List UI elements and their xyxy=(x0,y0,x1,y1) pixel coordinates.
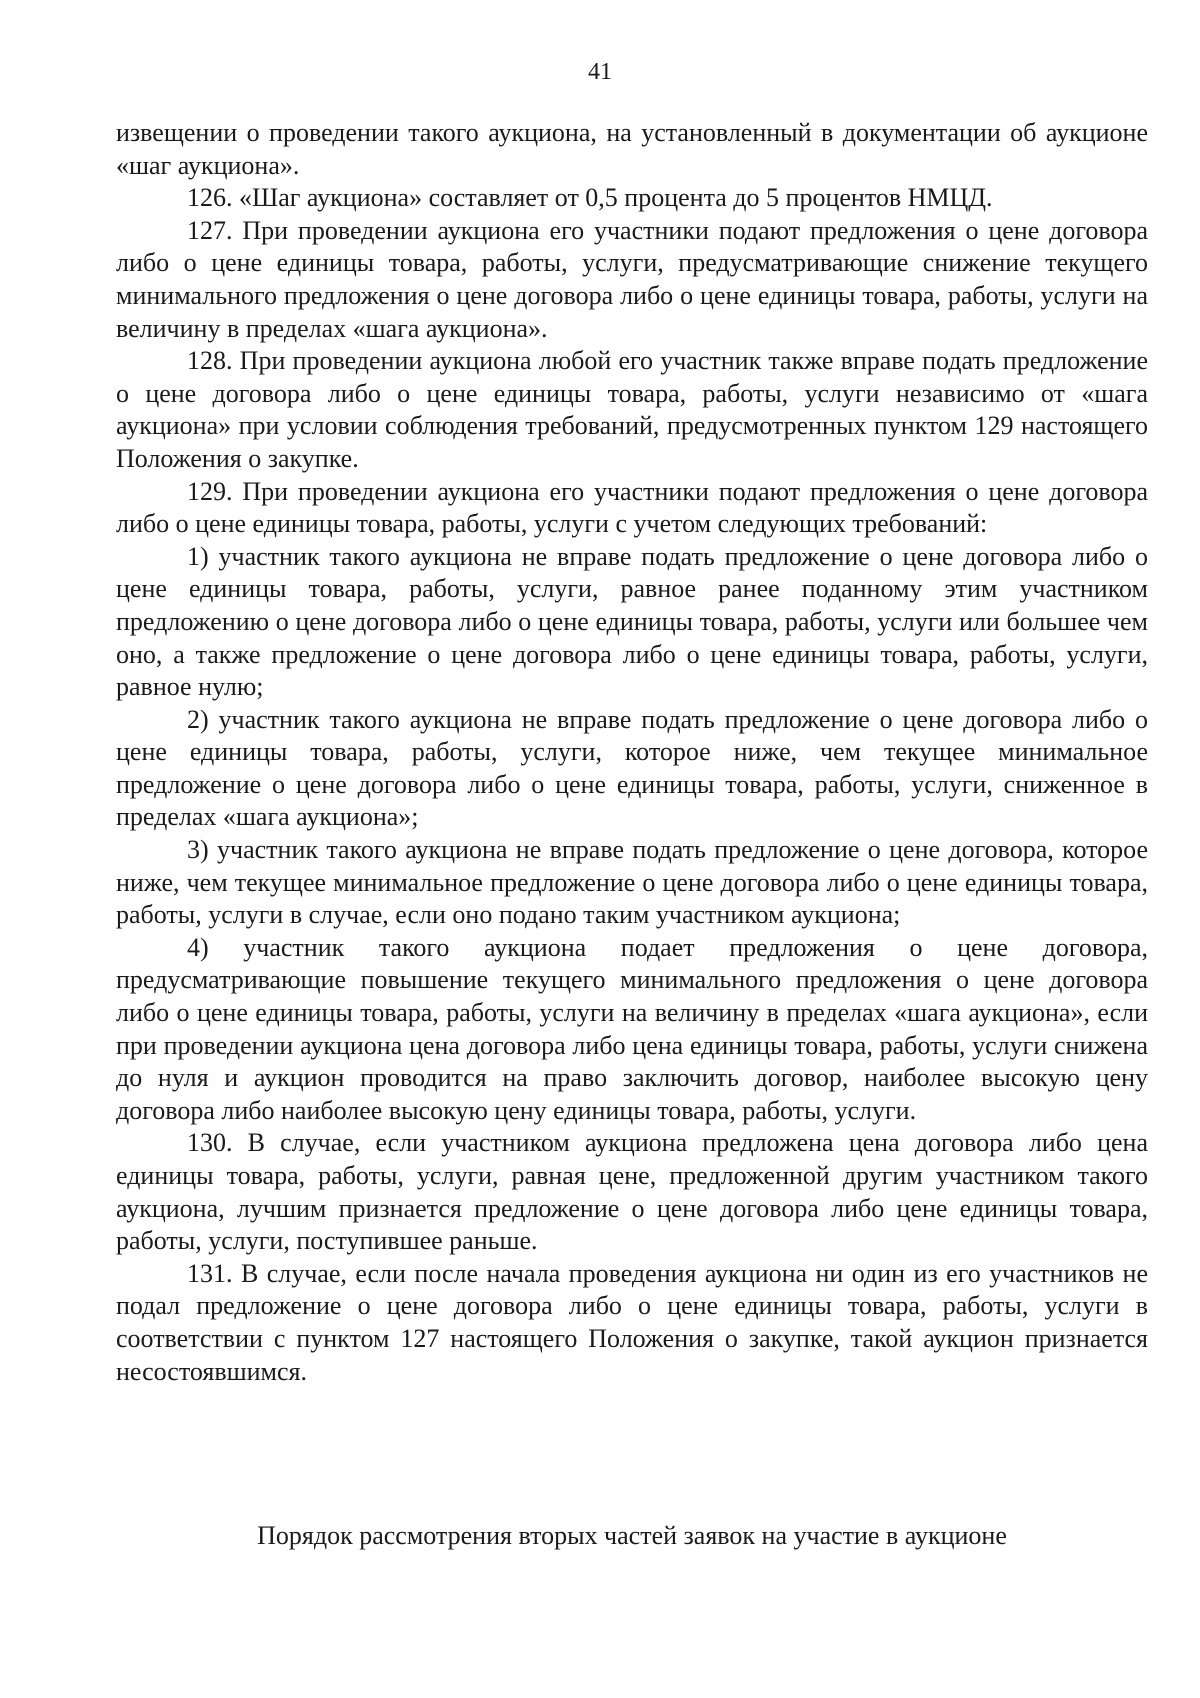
paragraph-130: 130. В случае, если участником аукциона предложена цена договора либо цена единицы товара, работы, услуги, равная цене, предложенной другим участником такого аукциона, лучшим признается предложение о цене договора либо цене единицы товара, работы, услуги, поступившее раньше. xyxy=(116,1128,1148,1256)
paragraph-129-item-1: 1) участник такого аукциона не вправе подать предложение о цене договора либо о цене единицы товара, работы, услуги, равное ранее поданному этим участником предложению о цене договора либо о цене единицы товара, работы, услуги или большее чем оно, а также предложение о цене договора либо о цене единицы товара, работы, услуги, равное нулю; xyxy=(116,541,1148,702)
section-heading: Порядок рассмотрения вторых частей заявок на участие в аукционе xyxy=(257,1521,1007,1550)
document-body xyxy=(116,117,1148,1388)
paragraph-128: 128. При проведении аукциона любой его участник также вправе подать предложение о цене договора либо о цене единицы товара, работы, услуги независимо от «шага аукциона» при условии соблюдения требований, предусмотренных пунктом 129 настоящего Положения о закупке. xyxy=(116,346,1148,473)
paragraph-131: 131. В случае, если после начала проведения аукциона ни один из его участников не подал предложение о цене договора либо о цене единицы товара, работы, услуги в соответствии с пунктом 127 настоящего Положения о закупке, такой аукцион признается несостоявшимся. xyxy=(116,1258,1148,1386)
paragraph-129-item-4: 4) участник такого аукциона подает предложения о цене договора, предусматривающие повышение текущего минимального предложения о цене договора либо о цене единицы товара, работы, услуги на величину в пределах «шага аукциона», если при проведении аукциона цена договора либо цена единицы товара, работы, услуги снижена до нуля и аукцион проводится на право заключить договор, наиболее высокую цену договора либо наиболее высокую цену единицы товара, работы, услуги. xyxy=(116,932,1148,1125)
paragraph-129-item-2: 2) участник такого аукциона не вправе подать предложение о цене договора либо о цене единицы товара, работы, услуги, которое ниже, чем текущее минимальное предложение о цене договора либо о цене единицы товара, работы, услуги, сниженное в пределах «шага аукциона»; xyxy=(116,704,1148,832)
page-number: 41 xyxy=(588,59,612,85)
paragraph-129: 129. При проведении аукциона его участники подают предложения о цене договора либо о цене единицы товара, работы, услуги с учетом следующих требований: xyxy=(116,476,1148,539)
paragraph-127: 127. При проведении аукциона его участники подают предложения о цене договора либо о цене единицы товара, работы, услуги, предусматривающие снижение текущего минимального предложения о цене договора либо о цене единицы товара, работы, услуги на величину в пределах «шага аукциона». xyxy=(116,215,1148,343)
paragraph-continuation: извещении о проведении такого аукциона, на установленный в документации об аукционе «шаг аукциона». xyxy=(116,118,1148,180)
paragraph-129-item-3: 3) участник такого аукциона не вправе подать предложение о цене договора, которое ниже, чем текущее минимальное предложение о цене договора либо о цене единицы товара, работы, услуги в случае, если оно подано таким участником аукциона; xyxy=(116,835,1148,930)
paragraph-126: 126. «Шаг аукциона» составляет от 0,5 процента до 5 процентов НМЦД. xyxy=(187,183,993,213)
